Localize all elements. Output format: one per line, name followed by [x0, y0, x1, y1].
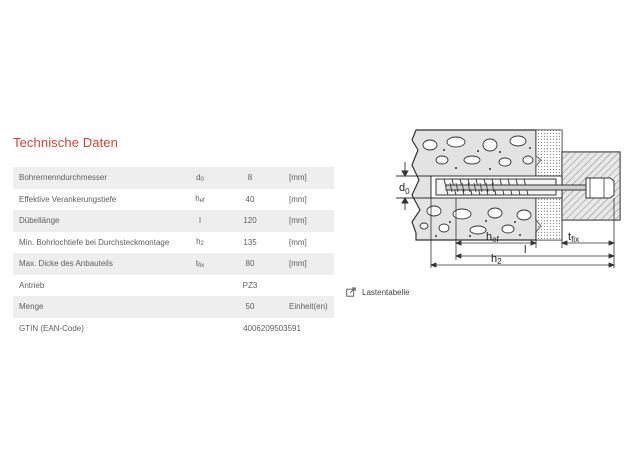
- spec-unit: [mm]: [285, 167, 334, 189]
- spec-symbol-sub: ef: [199, 198, 205, 205]
- label-h2: h2: [491, 253, 502, 266]
- spec-unit: [mm]: [285, 210, 334, 232]
- spec-symbol-main: h: [196, 237, 201, 247]
- label-d0: $d_0$: [399, 182, 410, 196]
- spec-unit: [mm]: [289, 194, 307, 204]
- label-l: l: [524, 244, 527, 256]
- spec-unit: [mm]: [285, 253, 334, 275]
- spec-label: Min. Bohrlochtiefe bei Durchsteckmontage: [19, 237, 170, 247]
- spec-value: PZ3: [242, 280, 258, 290]
- section-title: Technische Daten: [13, 135, 118, 150]
- spec-value: 4006209503591: [243, 323, 301, 333]
- spec-symbol-main: l: [199, 215, 201, 225]
- spec-symbol-main: h: [195, 194, 200, 204]
- spec-value: 8: [215, 167, 285, 189]
- spec-symbol-main: d: [196, 172, 201, 182]
- spec-label: Menge: [13, 296, 185, 318]
- spec-symbol-main: t: [195, 258, 199, 268]
- spec-value: 120: [215, 210, 285, 232]
- spec-label: Max. Dicke des Anbauteils: [13, 253, 185, 275]
- load-table-label: Lastentabelle: [362, 287, 410, 297]
- spec-label: Effektive Verankerungstiefe: [19, 194, 117, 204]
- spec-value: 80: [215, 253, 285, 275]
- spec-value: 50: [215, 296, 285, 318]
- spec-label: Antrieb: [19, 280, 45, 290]
- label-hef: hef: [486, 231, 499, 244]
- spec-value: 135: [243, 237, 257, 247]
- dim-h2: [431, 263, 614, 267]
- spec-label: GTIN (EAN-Code): [19, 323, 84, 333]
- spec-label: Bohrernenndurchmesser: [13, 167, 185, 189]
- spec-symbol-sub: 2: [200, 241, 204, 248]
- spec-unit: Einheit(en): [285, 296, 334, 318]
- label-tfix: tfix: [568, 231, 580, 244]
- spec-unit: [mm]: [289, 237, 307, 247]
- spec-symbol-sub: 0: [200, 176, 204, 183]
- dim-l: [456, 254, 614, 258]
- spec-value: 40: [245, 194, 255, 204]
- spec-symbol-sub: fix: [198, 262, 205, 269]
- spec-label: Dübellänge: [13, 210, 185, 232]
